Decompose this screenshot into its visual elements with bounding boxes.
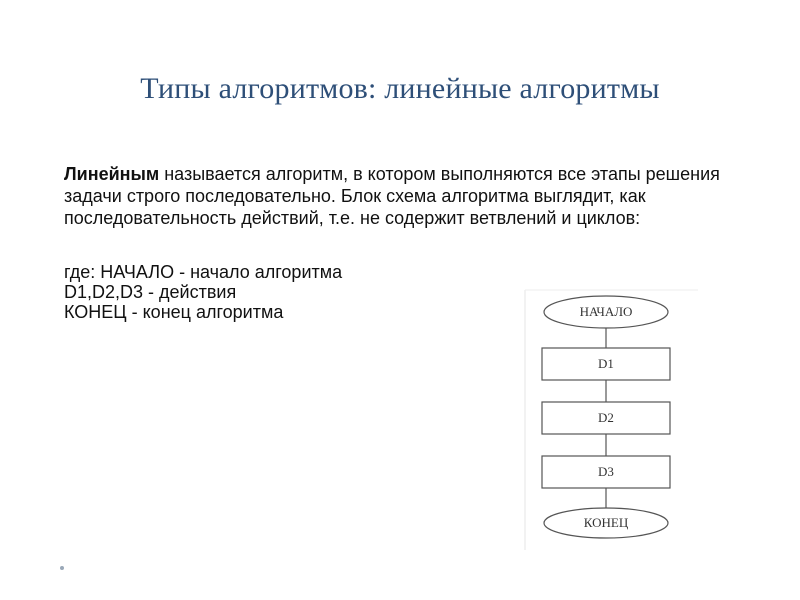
end-label: КОНЕЦ	[583, 515, 629, 530]
process-label-d2: D2	[598, 410, 614, 425]
legend-block	[64, 262, 524, 322]
process-label-d3: D3	[598, 464, 614, 479]
definition-text: называется алгоритм, в котором выполняются все этапы решения задачи строго последовательно. Блок схема алгоритма выглядит, как последовательность действий, т.е. не содержит ветвлений и циклов:	[64, 164, 720, 228]
definition-term: Линейным	[64, 164, 160, 184]
process-label-d1: D1	[598, 356, 614, 371]
legend-line-actions: D1,D2,D3 - действия	[64, 282, 237, 302]
legend-line-end: КОНЕЦ - конец алгоритма	[64, 302, 284, 322]
legend-line-start: где: НАЧАЛО - начало алгоритма	[64, 262, 343, 282]
start-label: НАЧАЛО	[579, 304, 633, 319]
definition-paragraph	[64, 163, 754, 229]
flowchart	[522, 288, 698, 550]
bullet-dot	[60, 566, 64, 570]
slide-title: Типы алгоритмов: линейные алгоритмы	[140, 72, 660, 105]
flowchart-svg	[522, 288, 698, 550]
